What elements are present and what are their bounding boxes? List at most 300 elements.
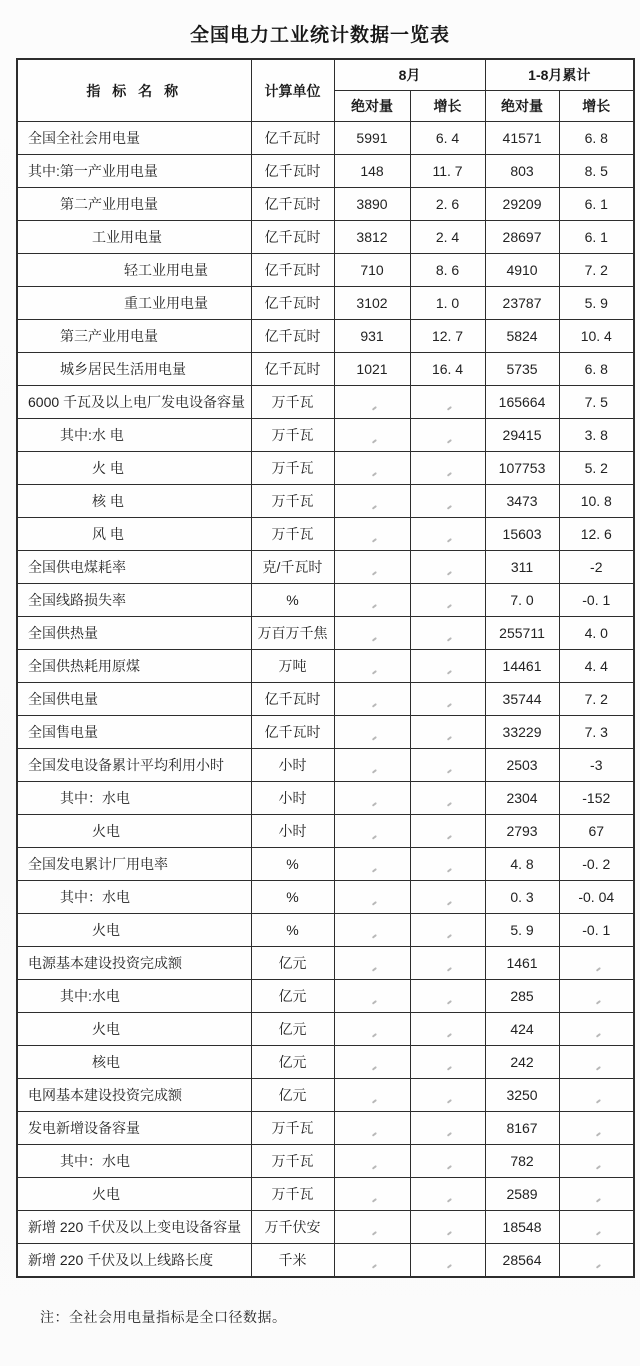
table-row (17, 1112, 634, 1145)
table-row (17, 452, 634, 485)
indicator-name-cell (17, 485, 251, 518)
cumulative-growth-cell (559, 683, 634, 716)
table-row (17, 122, 634, 155)
august-growth-cell (410, 584, 485, 617)
cumulative-absolute-cell (485, 716, 559, 749)
scan-artifact-mark (447, 868, 452, 872)
august-absolute-cell (334, 1178, 410, 1211)
august-absolute-cell-text: 5991 (356, 130, 388, 146)
unit-cell-text: 万千瓦 (271, 493, 314, 509)
cumulative-absolute-cell (485, 254, 559, 287)
august-absolute-cell-text: 3890 (356, 196, 388, 212)
scan-artifact-mark (371, 571, 376, 575)
scan-artifact-mark (371, 802, 376, 806)
cumulative-absolute-cell (485, 980, 559, 1013)
unit-cell-text: 万千瓦 (271, 1120, 314, 1136)
indicator-name-cell (17, 617, 251, 650)
august-growth-cell (410, 221, 485, 254)
table-row (17, 485, 634, 518)
scan-artifact-mark (596, 967, 601, 971)
scan-artifact-mark (596, 1264, 601, 1268)
cumulative-absolute-cell-text: 18548 (502, 1219, 542, 1235)
scan-artifact-mark (596, 1066, 601, 1070)
cumulative-growth-cell (559, 848, 634, 881)
cumulative-growth-cell (559, 947, 634, 980)
scan-artifact-mark (596, 1033, 601, 1037)
indicator-name-cell (17, 1244, 251, 1278)
indicator-name-cell-text: 风 电 (92, 526, 124, 542)
table-row (17, 518, 634, 551)
indicator-name-cell-text: 火电 (92, 1186, 120, 1202)
indicator-name-cell-text: 电网基本建设投资完成额 (28, 1087, 182, 1103)
august-growth-cell (410, 254, 485, 287)
cumulative-absolute-cell-text: 782 (510, 1153, 534, 1169)
scan-artifact-mark (371, 505, 376, 509)
cumulative-absolute-cell (485, 419, 559, 452)
unit-cell (251, 1079, 334, 1112)
august-growth-cell (410, 881, 485, 914)
scan-artifact-mark (371, 1099, 376, 1103)
unit-cell-text: % (286, 922, 299, 938)
table-row (17, 1244, 634, 1278)
august-absolute-cell-text: 710 (360, 262, 384, 278)
indicator-name-cell (17, 815, 251, 848)
unit-cell-text: 万千瓦 (271, 1186, 314, 1202)
scan-artifact-mark (447, 802, 452, 806)
unit-cell-text: 亿千瓦时 (264, 196, 321, 212)
unit-cell (251, 1112, 334, 1145)
table-row (17, 320, 634, 353)
august-absolute-cell (334, 881, 410, 914)
scan-artifact-mark (596, 1165, 601, 1169)
scan-artifact-mark (596, 1099, 601, 1103)
unit-cell (251, 848, 334, 881)
cumulative-growth-cell (559, 1211, 634, 1244)
unit-cell-text: 小时 (278, 790, 307, 806)
cumulative-growth-cell (559, 1013, 634, 1046)
table-row (17, 716, 634, 749)
cumulative-growth-cell-text: -3 (590, 757, 603, 773)
august-growth-cell (410, 1013, 485, 1046)
indicator-name-cell (17, 518, 251, 551)
cumulative-growth-cell-text: 7. 5 (584, 394, 608, 410)
indicator-name-cell (17, 155, 251, 188)
scan-artifact-mark (447, 472, 452, 476)
cumulative-growth-cell (559, 617, 634, 650)
cumulative-growth-cell-text: 4. 0 (584, 625, 608, 641)
scan-artifact-mark (447, 1066, 452, 1070)
august-growth-cell (410, 1046, 485, 1079)
august-growth-cell (410, 452, 485, 485)
cumulative-growth-cell (559, 1145, 634, 1178)
indicator-name-cell-text: 全国供热耗用原煤 (28, 658, 140, 674)
unit-cell (251, 1244, 334, 1278)
unit-cell (251, 452, 334, 485)
scan-artifact-mark (447, 1198, 452, 1202)
unit-cell (251, 1211, 334, 1244)
table-row (17, 881, 634, 914)
cumulative-absolute-cell (485, 1013, 559, 1046)
august-growth-cell (410, 815, 485, 848)
scan-artifact-mark (447, 835, 452, 839)
cumulative-growth-cell-text: 5. 2 (584, 460, 608, 476)
table-row (17, 1079, 634, 1112)
august-growth-cell (410, 848, 485, 881)
indicator-name-cell (17, 1178, 251, 1211)
indicator-name-cell-text: 全国发电设备累计平均利用小时 (28, 757, 224, 773)
unit-cell (251, 683, 334, 716)
cumulative-growth-cell-text: 6. 1 (584, 196, 608, 212)
unit-cell (251, 584, 334, 617)
indicator-name-cell (17, 683, 251, 716)
scan-artifact-mark (447, 571, 452, 575)
cumulative-growth-cell (559, 287, 634, 320)
cumulative-absolute-cell-text: 242 (510, 1054, 534, 1070)
cumulative-absolute-cell-text: 2304 (506, 790, 538, 806)
cumulative-growth-cell-text: 8. 5 (584, 163, 608, 179)
cumulative-growth-cell (559, 386, 634, 419)
indicator-name-cell (17, 551, 251, 584)
cumulative-growth-cell-text: -0. 04 (578, 889, 615, 905)
scan-artifact-mark (447, 703, 452, 707)
cumulative-absolute-cell (485, 1244, 559, 1278)
indicator-name-cell-text: 其中:水 电 (60, 427, 124, 443)
unit-cell (251, 485, 334, 518)
unit-cell-text: 万千瓦 (271, 460, 314, 476)
august-growth-cell (410, 1244, 485, 1278)
table-row (17, 749, 634, 782)
cumulative-growth-cell-text: 6. 1 (584, 229, 608, 245)
cumulative-absolute-cell-text: 8167 (506, 1120, 538, 1136)
cumulative-growth-cell-text: 3. 8 (584, 427, 608, 443)
unit-cell-text: 亿元 (278, 955, 307, 971)
scan-artifact-mark (371, 439, 376, 443)
scan-artifact-mark (596, 1000, 601, 1004)
cumulative-absolute-cell-text: 803 (510, 163, 534, 179)
cumulative-growth-cell (559, 1112, 634, 1145)
cumulative-growth-cell-text: 10. 4 (580, 328, 612, 344)
indicator-name-cell-text: 火电 (92, 922, 120, 938)
scan-artifact-mark (371, 406, 376, 410)
cumulative-growth-cell-text: -0. 1 (582, 922, 611, 938)
cumulative-growth-cell-text: 7. 2 (584, 691, 608, 707)
cumulative-growth-cell-text: -0. 2 (582, 856, 611, 872)
table-row (17, 155, 634, 188)
cumulative-absolute-cell-text: 5. 9 (510, 922, 534, 938)
scan-artifact-mark (371, 934, 376, 938)
indicator-name-cell (17, 980, 251, 1013)
cumulative-absolute-cell (485, 320, 559, 353)
cumulative-growth-cell (559, 155, 634, 188)
august-absolute-cell (334, 1079, 410, 1112)
scan-artifact-mark (447, 538, 452, 542)
unit-cell-text: % (286, 889, 299, 905)
scan-artifact-mark (371, 703, 376, 707)
unit-cell-text: 千米 (278, 1252, 307, 1268)
cumulative-growth-cell (559, 881, 634, 914)
table-row (17, 947, 634, 980)
unit-cell (251, 716, 334, 749)
scan-artifact-mark (596, 1198, 601, 1202)
indicator-name-cell-text: 火电 (92, 823, 120, 839)
august-growth-cell (410, 1079, 485, 1112)
cumulative-absolute-cell (485, 683, 559, 716)
scan-artifact-mark (371, 637, 376, 641)
cumulative-growth-cell (559, 815, 634, 848)
indicator-name-cell-text: 其中:水电 (60, 988, 120, 1004)
table-row (17, 650, 634, 683)
cumulative-absolute-cell-text: 255711 (499, 625, 545, 641)
cumulative-absolute-cell-text: 29415 (502, 427, 542, 443)
cumulative-growth-cell (559, 650, 634, 683)
cumulative-growth-cell (559, 188, 634, 221)
august-absolute-cell (334, 386, 410, 419)
indicator-name-cell-text: 新增 220 千伏及以上线路长度 (28, 1252, 214, 1268)
indicator-name-cell (17, 947, 251, 980)
table-row (17, 683, 634, 716)
scan-artifact-mark (371, 1132, 376, 1136)
cumulative-growth-cell (559, 980, 634, 1013)
august-growth-cell-text: 12. 7 (431, 328, 464, 344)
unit-cell (251, 1178, 334, 1211)
cumulative-absolute-cell (485, 1178, 559, 1211)
scan-artifact-mark (371, 670, 376, 674)
unit-cell (251, 1013, 334, 1046)
august-absolute-cell (334, 188, 410, 221)
header-cumulative-group: 1-8月累计 (485, 59, 634, 91)
indicator-name-cell (17, 584, 251, 617)
table-row (17, 1211, 634, 1244)
indicator-name-cell (17, 650, 251, 683)
august-growth-cell (410, 683, 485, 716)
august-absolute-cell (334, 122, 410, 155)
august-growth-cell (410, 716, 485, 749)
august-absolute-cell-text: 931 (360, 328, 384, 344)
august-absolute-cell-text: 1021 (356, 361, 388, 377)
august-absolute-cell (334, 914, 410, 947)
cumulative-absolute-cell (485, 914, 559, 947)
unit-cell-text: 亿元 (278, 1021, 307, 1037)
cumulative-absolute-cell-text: 2589 (506, 1186, 538, 1202)
cumulative-absolute-cell-text: 33229 (502, 724, 542, 740)
august-absolute-cell (334, 617, 410, 650)
cumulative-absolute-cell (485, 485, 559, 518)
august-absolute-cell (334, 287, 410, 320)
scan-artifact-mark (447, 604, 452, 608)
table-row (17, 188, 634, 221)
august-growth-cell (410, 749, 485, 782)
cumulative-absolute-cell (485, 848, 559, 881)
cumulative-absolute-cell-text: 0. 3 (510, 889, 534, 905)
scan-artifact-mark (371, 1264, 376, 1268)
cumulative-absolute-cell (485, 518, 559, 551)
unit-cell (251, 980, 334, 1013)
unit-cell (251, 815, 334, 848)
scan-artifact-mark (596, 1231, 601, 1235)
unit-cell (251, 353, 334, 386)
cumulative-absolute-cell-text: 28564 (502, 1252, 542, 1268)
indicator-name-cell (17, 254, 251, 287)
scan-artifact-mark (447, 736, 452, 740)
table-row (17, 584, 634, 617)
august-absolute-cell (334, 1211, 410, 1244)
indicator-name-cell-text: 工业用电量 (92, 229, 162, 245)
unit-cell (251, 287, 334, 320)
cumulative-absolute-cell-text: 165664 (498, 394, 546, 410)
cumulative-absolute-cell (485, 551, 559, 584)
august-absolute-cell (334, 419, 410, 452)
indicator-name-cell (17, 782, 251, 815)
unit-cell (251, 749, 334, 782)
august-absolute-cell-text: 3102 (356, 295, 388, 311)
cumulative-absolute-cell-text: 15603 (502, 526, 542, 542)
cumulative-growth-cell (559, 518, 634, 551)
indicator-name-cell (17, 1046, 251, 1079)
cumulative-absolute-cell (485, 1145, 559, 1178)
unit-cell-text: 万千伏安 (264, 1219, 321, 1235)
august-growth-cell (410, 353, 485, 386)
cumulative-growth-cell-text: -0. 1 (582, 592, 611, 608)
august-growth-cell (410, 914, 485, 947)
table-row (17, 254, 634, 287)
indicator-name-cell (17, 221, 251, 254)
indicator-name-cell (17, 749, 251, 782)
scan-artifact-mark (371, 1165, 376, 1169)
unit-cell (251, 386, 334, 419)
august-absolute-cell (334, 551, 410, 584)
cumulative-absolute-cell (485, 221, 559, 254)
indicator-name-cell (17, 122, 251, 155)
cumulative-growth-cell-text: -152 (582, 790, 611, 806)
scan-artifact-mark (447, 406, 452, 410)
cumulative-growth-cell (559, 716, 634, 749)
scan-artifact-mark (371, 604, 376, 608)
unit-cell-text: 小时 (278, 823, 307, 839)
cumulative-growth-cell (559, 551, 634, 584)
indicator-name-cell (17, 1112, 251, 1145)
cumulative-growth-cell-text: 10. 8 (580, 493, 612, 509)
august-absolute-cell (334, 1145, 410, 1178)
cumulative-absolute-cell-text: 7. 0 (510, 592, 534, 608)
cumulative-absolute-cell (485, 815, 559, 848)
scan-artifact-mark (447, 901, 452, 905)
unit-cell-text: 亿千瓦时 (264, 130, 321, 146)
unit-cell-text: 万千瓦 (271, 526, 314, 542)
august-absolute-cell (334, 749, 410, 782)
august-growth-cell (410, 1211, 485, 1244)
scan-artifact-mark (371, 835, 376, 839)
cumulative-absolute-cell (485, 617, 559, 650)
cumulative-absolute-cell-text: 28697 (502, 229, 542, 245)
cumulative-absolute-cell-text: 424 (510, 1021, 534, 1037)
cumulative-absolute-cell-text: 23787 (502, 295, 542, 311)
indicator-name-cell-text: 其中：水电 (60, 790, 130, 806)
header-august-absolute: 绝对量 (334, 91, 410, 122)
august-growth-cell (410, 947, 485, 980)
cumulative-absolute-cell-text: 3250 (506, 1087, 538, 1103)
indicator-name-cell (17, 1145, 251, 1178)
unit-cell-text: 万百万千焦 (257, 625, 328, 641)
cumulative-absolute-cell-text: 41571 (502, 130, 542, 146)
scan-artifact-mark (447, 1231, 452, 1235)
cumulative-absolute-cell-text: 14461 (502, 658, 542, 674)
header-unit: 计算单位 (251, 59, 334, 122)
scan-artifact-mark (447, 505, 452, 509)
indicator-name-cell (17, 353, 251, 386)
cumulative-absolute-cell (485, 386, 559, 419)
table-row (17, 980, 634, 1013)
august-growth-cell (410, 155, 485, 188)
cumulative-absolute-cell-text: 311 (510, 559, 534, 575)
august-absolute-cell (334, 980, 410, 1013)
unit-cell-text: 亿千瓦时 (264, 361, 321, 377)
unit-cell (251, 914, 334, 947)
august-growth-cell (410, 419, 485, 452)
august-growth-cell (410, 386, 485, 419)
indicator-name-cell (17, 914, 251, 947)
indicator-name-cell-text: 第三产业用电量 (60, 328, 158, 344)
unit-cell (251, 518, 334, 551)
cumulative-growth-cell (559, 584, 634, 617)
august-growth-cell (410, 551, 485, 584)
unit-cell-text: 万千瓦 (271, 427, 314, 443)
cumulative-absolute-cell (485, 1079, 559, 1112)
scan-artifact-mark (371, 769, 376, 773)
august-growth-cell-text: 11. 7 (432, 163, 463, 179)
indicator-name-cell-text: 其中：水电 (60, 1153, 130, 1169)
august-absolute-cell (334, 155, 410, 188)
cumulative-absolute-cell (485, 584, 559, 617)
scan-artifact-mark (371, 736, 376, 740)
cumulative-growth-cell (559, 749, 634, 782)
cumulative-absolute-cell (485, 782, 559, 815)
header-indicator-name: 指 标 名 称 (17, 59, 251, 122)
unit-cell (251, 782, 334, 815)
cumulative-absolute-cell-text: 1461 (506, 955, 538, 971)
cumulative-growth-cell-text: 12. 6 (580, 526, 612, 542)
cumulative-absolute-cell (485, 881, 559, 914)
scan-artifact-mark (447, 934, 452, 938)
august-absolute-cell (334, 518, 410, 551)
august-growth-cell-text: 8. 6 (435, 262, 460, 278)
cumulative-growth-cell-text: -2 (590, 559, 603, 575)
unit-cell (251, 254, 334, 287)
indicator-name-cell-text: 核 电 (92, 493, 124, 509)
unit-cell-text: 亿千瓦时 (264, 229, 321, 245)
cumulative-absolute-cell-text: 2503 (506, 757, 538, 773)
august-absolute-cell (334, 452, 410, 485)
indicator-name-cell (17, 188, 251, 221)
scan-artifact-mark (447, 1264, 452, 1268)
unit-cell (251, 155, 334, 188)
august-growth-cell (410, 617, 485, 650)
indicator-name-cell (17, 881, 251, 914)
august-growth-cell-text: 2. 4 (435, 229, 460, 245)
indicator-name-cell-text: 电源基本建设投资完成额 (28, 955, 182, 971)
unit-cell-text: 亿千瓦时 (264, 295, 321, 311)
cumulative-absolute-cell-text: 2793 (506, 823, 538, 839)
indicator-name-cell (17, 287, 251, 320)
statistics-table (16, 58, 635, 1278)
unit-cell (251, 320, 334, 353)
indicator-name-cell-text: 第二产业用电量 (60, 196, 158, 212)
august-absolute-cell-text: 3812 (356, 229, 388, 245)
table-row (17, 551, 634, 584)
indicator-name-cell-text: 全国供热量 (28, 625, 98, 641)
table-row (17, 287, 634, 320)
unit-cell-text: 克/千瓦时 (262, 559, 323, 575)
indicator-name-cell-text: 全国供电量 (28, 691, 98, 707)
